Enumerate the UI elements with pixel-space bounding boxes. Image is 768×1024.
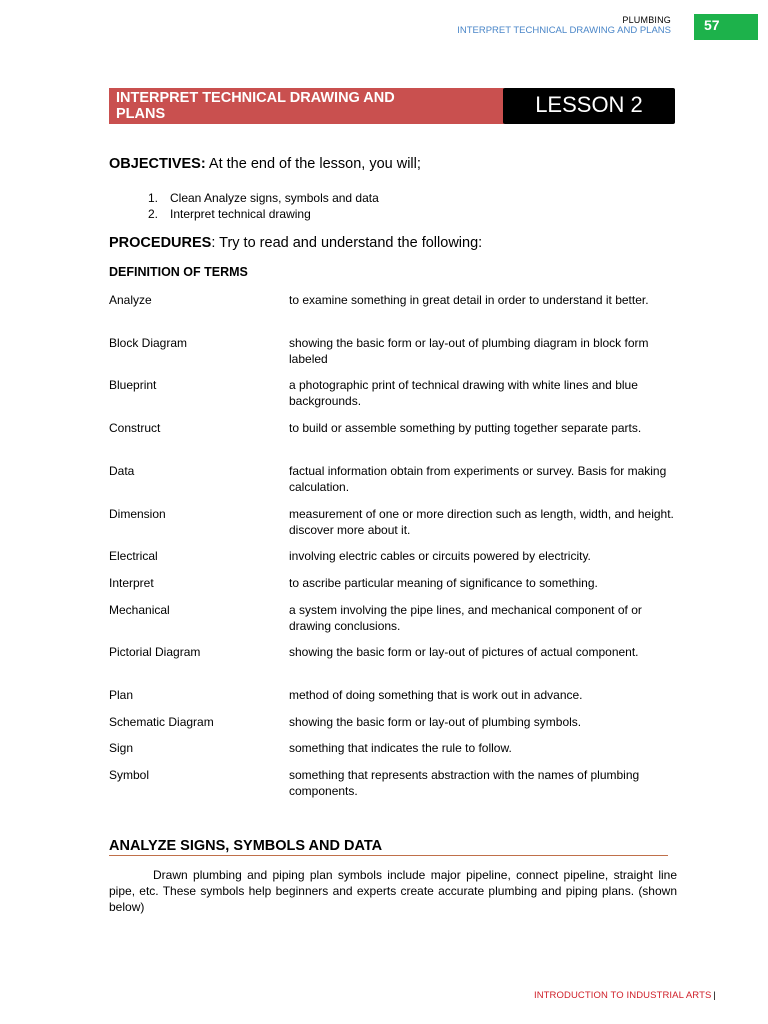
objectives-intro: At the end of the lesson, you will;: [205, 156, 421, 172]
objectives-label: OBJECTIVES:: [109, 156, 206, 172]
term-name: Construct: [109, 421, 161, 435]
definitions-heading: DEFINITION OF TERMS: [109, 265, 248, 279]
term-name: Symbol: [109, 768, 150, 782]
term-name: Electrical: [109, 549, 158, 563]
term-definition: method of doing something that is work out in advance.: [289, 688, 583, 702]
term-definition: something that represents abstraction with the names of plumbing components.: [289, 768, 640, 798]
lesson-number-box: LESSON 2: [503, 88, 675, 124]
procedures-text: : Try to read and understand the following:: [211, 235, 483, 251]
term-name: Mechanical: [109, 603, 170, 617]
objective-text: Clean Analyze signs, symbols and data: [170, 191, 379, 205]
header-subject: PLUMBING: [622, 15, 671, 25]
footer: [534, 990, 716, 1001]
lesson-title-line2: PLANS: [116, 106, 166, 122]
objective-text: Interpret technical drawing: [170, 207, 311, 221]
term-name: Pictorial Diagram: [109, 645, 201, 659]
lesson-title-line1: INTERPRET TECHNICAL DRAWING AND: [116, 90, 395, 106]
objective-number: 2.: [148, 207, 159, 221]
term-name: Dimension: [109, 507, 166, 521]
term-definition: something that indicates the rule to follow.: [289, 741, 512, 755]
objective-number: 1.: [148, 191, 159, 205]
objective-item: [148, 206, 379, 222]
term-name: Analyze: [109, 293, 152, 307]
objectives-line: [109, 156, 421, 172]
term-name: Plan: [109, 688, 134, 702]
term-definition: to ascribe particular meaning of significance to something.: [289, 576, 598, 590]
term-name: Interpret: [109, 576, 154, 590]
term-definition: to build or assemble something by putting together separate parts.: [289, 421, 642, 435]
procedures-line: [109, 235, 482, 251]
section-paragraph: Drawn plumbing and piping plan symbols include major pipeline, connect pipeline, straight line pipe, etc. These symbols help beginners and experts create accurate plumbing and piping plans. (shown below): [109, 868, 677, 914]
term-definition: a photographic print of technical drawing with white lines and blue backgrounds.: [289, 378, 638, 408]
term-name: Sign: [109, 741, 134, 755]
term-name: Blueprint: [109, 378, 157, 392]
term-name: Schematic Diagram: [109, 715, 214, 729]
term-name: Block Diagram: [109, 336, 188, 350]
term-definition: measurement of one or more direction such as length, width, and height. discover more about it.: [289, 507, 674, 537]
objective-item: [148, 190, 379, 206]
page-number-badge: 57: [694, 14, 758, 40]
term-definition: a system involving the pipe lines, and mechanical component of or drawing conclusions.: [289, 603, 642, 633]
footer-text: INTRODUCTION TO INDUSTRIAL ARTS: [533, 990, 712, 1001]
footer-separator: |: [713, 990, 716, 1001]
section-heading: ANALYZE SIGNS, SYMBOLS AND DATA: [109, 838, 668, 856]
term-definition: showing the basic form or lay-out of plumbing symbols.: [289, 715, 582, 729]
header-title: INTERPRET TECHNICAL DRAWING AND PLANS: [457, 25, 671, 36]
term-definition: showing the basic form or lay-out of pictures of actual component.: [289, 645, 639, 659]
term-definition: involving electric cables or circuits powered by electricity.: [289, 549, 591, 563]
term-definition: showing the basic form or lay-out of plumbing diagram in block form labeled: [289, 336, 649, 366]
objectives-list: [148, 190, 379, 222]
term-definition: factual information obtain from experiments or survey. Basis for making calculation.: [289, 464, 667, 494]
lesson-title-banner: [109, 88, 504, 124]
procedures-label: PROCEDURES: [109, 235, 212, 251]
term-name: Data: [109, 464, 135, 478]
term-definition: to examine something in great detail in order to understand it better.: [289, 293, 649, 307]
